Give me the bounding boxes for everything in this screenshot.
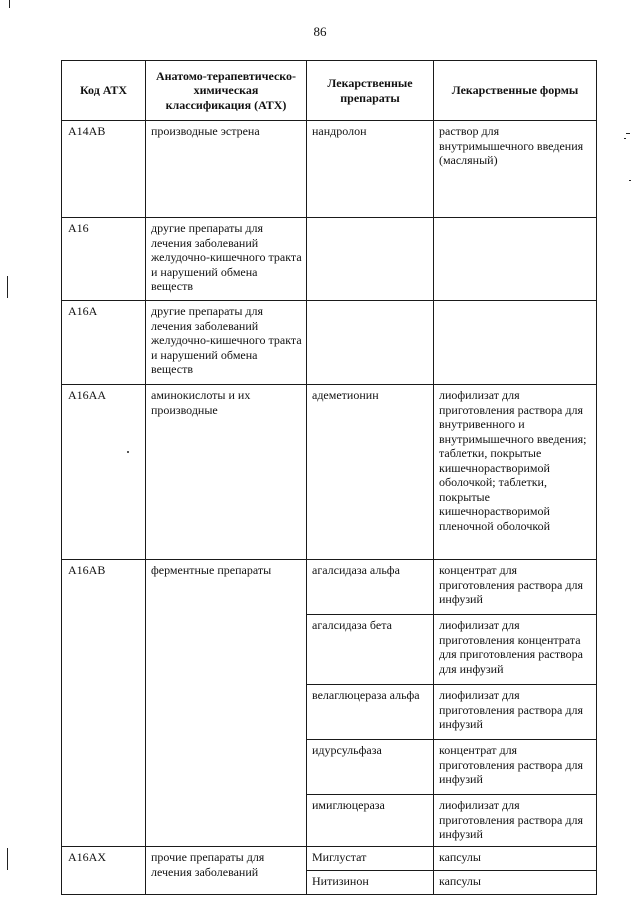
atc-code-cell: A16AA <box>62 385 146 560</box>
table-row <box>62 218 597 301</box>
atc-class-cell: прочие препараты для лечения заболеваний <box>146 847 307 895</box>
drug-cell: Миглустат <box>307 847 434 871</box>
form-cell: лиофилизат для приготовления раствора для внутривенного и внутримышечного введения; таблетки, покрытые кишечнорастворимой оболочкой; таблетки, покрытые кишечнорастворимой пленочной оболочкой <box>434 385 597 560</box>
atc-class-cell: аминокислоты и их производные <box>146 385 307 560</box>
scan-mark <box>629 180 631 181</box>
scan-mark <box>7 848 8 870</box>
form-cell: капсулы <box>434 847 597 871</box>
drug-cell <box>307 218 434 301</box>
atc-code-cell: A16AB <box>62 560 146 847</box>
header-drugs: Лекарственные препараты <box>307 61 434 121</box>
form-cell <box>434 301 597 385</box>
form-cell <box>434 218 597 301</box>
table-row <box>62 121 597 218</box>
header-dosage-forms: Лекарственные формы <box>434 61 597 121</box>
table-row <box>62 385 597 560</box>
drug-cell <box>307 301 434 385</box>
atc-code-cell: A14AB <box>62 121 146 218</box>
scan-mark <box>7 276 8 298</box>
form-cell: раствор для внутримышечного введения (масляный) <box>434 121 597 218</box>
atc-class-cell: производные эстрена <box>146 121 307 218</box>
drug-cell: агалсидаза альфа <box>307 560 434 615</box>
page-number: 86 <box>313 24 327 39</box>
form-cell: лиофилизат для приготовления раствора для инфузий <box>434 795 597 847</box>
atc-code-cell: A16AX <box>62 847 146 895</box>
scan-mark <box>624 138 626 139</box>
table-header-row <box>62 61 597 121</box>
drug-cell: нандролон <box>307 121 434 218</box>
form-cell: концентрат для приготовления раствора для инфузий <box>434 740 597 795</box>
drug-cell: адеметионин <box>307 385 434 560</box>
drug-cell: велаглюцераза альфа <box>307 685 434 740</box>
table-row <box>62 301 597 385</box>
drug-cell: идурсульфаза <box>307 740 434 795</box>
atc-code-cell: A16 <box>62 218 146 301</box>
atc-class-cell: ферментные препараты <box>146 560 307 847</box>
form-cell: лиофилизат для приготовления концентрата для приготовления раствора для инфузий <box>434 615 597 685</box>
scan-mark <box>626 133 630 134</box>
drug-cell: Нитизинон <box>307 871 434 895</box>
table-row <box>62 560 597 615</box>
drug-cell: имиглюцераза <box>307 795 434 847</box>
atc-class-cell: другие препараты для лечения заболеваний желудочно-кишечного тракта и нарушений обмена веществ <box>146 218 307 301</box>
drug-table <box>61 60 597 895</box>
drug-cell: агалсидаза бета <box>307 615 434 685</box>
table-row <box>62 847 597 871</box>
atc-class-cell: другие препараты для лечения заболеваний желудочно-кишечного тракта и нарушений обмена веществ <box>146 301 307 385</box>
scan-mark <box>9 0 10 8</box>
form-cell: капсулы <box>434 871 597 895</box>
atc-code-cell: A16A <box>62 301 146 385</box>
form-cell: концентрат для приготовления раствора для инфузий <box>434 560 597 615</box>
header-atc-classification: Анатомо-терапевтическо-химическая классификация (АТХ) <box>146 61 307 121</box>
header-atc-code: Код АТХ <box>62 61 146 121</box>
form-cell: лиофилизат для приготовления раствора для инфузий <box>434 685 597 740</box>
